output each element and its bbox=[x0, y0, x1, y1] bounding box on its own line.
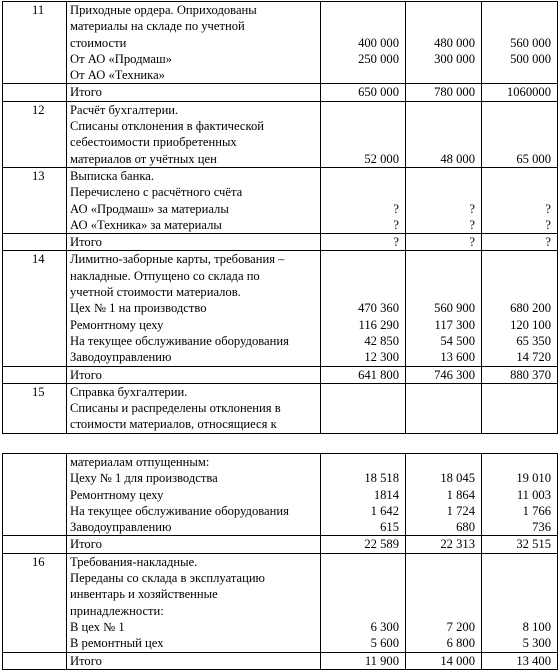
total-row bbox=[3, 536, 558, 553]
total-value: 641 800 bbox=[321, 366, 406, 383]
description-line: Требования-накладные. bbox=[70, 554, 198, 569]
amount-value: ? bbox=[469, 201, 475, 216]
operation-description bbox=[67, 101, 321, 167]
amount-value: 5 600 bbox=[370, 636, 399, 651]
amount-value: 48 000 bbox=[440, 151, 475, 166]
amount-value bbox=[485, 284, 551, 300]
total-value: ? bbox=[482, 234, 558, 251]
description-line: Заводоуправлению bbox=[70, 350, 172, 365]
amount-value bbox=[485, 554, 551, 570]
amount-column-3 bbox=[482, 2, 558, 84]
amount-value bbox=[324, 384, 399, 400]
amount-value: 680 200 bbox=[510, 301, 551, 316]
amount-value: 117 300 bbox=[434, 317, 475, 332]
amount-value bbox=[485, 251, 551, 267]
amount-value bbox=[324, 134, 399, 150]
total-value: 32 515 bbox=[482, 536, 558, 553]
amount-value: ? bbox=[393, 217, 399, 232]
total-value: 13 400 bbox=[482, 652, 558, 669]
amount-value: 300 000 bbox=[434, 51, 475, 66]
amount-value: 18 045 bbox=[440, 471, 475, 486]
amount-value bbox=[324, 102, 399, 118]
amount-column-1 bbox=[321, 383, 406, 433]
operation-row bbox=[3, 2, 558, 84]
amount-column-2 bbox=[406, 553, 482, 652]
amount-value bbox=[485, 67, 551, 83]
description-line: Списаны отклонения в фактической bbox=[70, 119, 265, 134]
total-number-cell bbox=[3, 536, 67, 553]
amount-value bbox=[324, 184, 399, 200]
amount-value bbox=[409, 400, 475, 416]
amount-value bbox=[324, 67, 399, 83]
amount-value bbox=[409, 184, 475, 200]
description-line: себестоимости приобретенных bbox=[70, 135, 237, 150]
description-line: инвентарь и хозяйственные bbox=[70, 587, 218, 602]
amount-value: ? bbox=[469, 217, 475, 232]
amount-value bbox=[409, 134, 475, 150]
description-line: принадлежности: bbox=[70, 603, 164, 618]
amount-value bbox=[485, 570, 551, 586]
total-number-cell bbox=[3, 234, 67, 251]
amount-value bbox=[409, 251, 475, 267]
description-line: Лимитно-заборные карты, требования – bbox=[70, 252, 285, 267]
operation-description bbox=[67, 167, 321, 233]
description-line: Ремонтному цеху bbox=[70, 487, 164, 502]
total-row bbox=[3, 234, 558, 251]
amount-value bbox=[485, 184, 551, 200]
amount-value: 250 000 bbox=[358, 51, 399, 66]
amount-column-1 bbox=[321, 167, 406, 233]
amount-value: 19 010 bbox=[516, 471, 551, 486]
description-line: АО «Продмаш» за материалы bbox=[70, 201, 229, 216]
operation-description bbox=[67, 251, 321, 366]
description-line: стоимости материалов, относящиеся к bbox=[70, 417, 277, 432]
description-line: Выписка банка. bbox=[70, 168, 154, 183]
description-line: материалов от учётных цен bbox=[70, 151, 217, 166]
amount-column-1 bbox=[321, 2, 406, 84]
operation-number: 12 bbox=[3, 101, 67, 167]
description-line: Цех № 1 на производство bbox=[70, 301, 207, 316]
amount-value bbox=[485, 454, 551, 470]
operation-row bbox=[3, 167, 558, 233]
description-line: От АО «Техника» bbox=[70, 68, 165, 83]
amount-value bbox=[485, 168, 551, 184]
amount-value: 560 900 bbox=[434, 301, 475, 316]
amount-column-2 bbox=[406, 383, 482, 433]
amount-value: 7 200 bbox=[446, 619, 475, 634]
amount-value bbox=[409, 102, 475, 118]
amount-value bbox=[324, 268, 399, 284]
operation-description bbox=[67, 383, 321, 433]
amount-column-2 bbox=[406, 454, 482, 536]
amount-column-2 bbox=[406, 251, 482, 366]
description-line: В цех № 1 bbox=[70, 619, 125, 634]
amount-value: 1 766 bbox=[522, 503, 551, 518]
operation-number: 13 bbox=[3, 167, 67, 233]
description-line: материалам отпущенным: bbox=[70, 455, 210, 469]
operations-table bbox=[2, 453, 558, 670]
amount-value bbox=[409, 268, 475, 284]
description-line: Заводоуправлению bbox=[70, 520, 172, 535]
operations-table bbox=[2, 1, 558, 434]
amount-value bbox=[324, 603, 399, 619]
amount-column-2 bbox=[406, 167, 482, 233]
total-value: 22 589 bbox=[321, 536, 406, 553]
amount-value: 116 290 bbox=[358, 317, 399, 332]
amount-value bbox=[485, 118, 551, 134]
amount-value bbox=[324, 284, 399, 300]
amount-column-1 bbox=[321, 251, 406, 366]
amount-value: 736 bbox=[532, 520, 551, 535]
amount-value bbox=[485, 2, 551, 18]
amount-value: 11 003 bbox=[516, 487, 551, 502]
amount-column-3 bbox=[482, 454, 558, 536]
amount-value: 18 518 bbox=[364, 471, 399, 486]
amount-value: 5 300 bbox=[522, 636, 551, 651]
total-label: Итого bbox=[67, 234, 321, 251]
description-line: Переданы со склада в эксплуатацию bbox=[70, 571, 265, 586]
amount-value: ? bbox=[545, 217, 551, 232]
amount-value: 54 500 bbox=[440, 333, 475, 348]
amount-value bbox=[324, 416, 399, 432]
amount-value bbox=[324, 118, 399, 134]
operation-number: 16 bbox=[3, 553, 67, 652]
amount-value: 13 600 bbox=[440, 350, 475, 365]
amount-value bbox=[485, 603, 551, 619]
amount-column-2 bbox=[406, 101, 482, 167]
total-value: 11 900 bbox=[321, 652, 406, 669]
amount-value bbox=[409, 18, 475, 34]
amount-value: ? bbox=[393, 201, 399, 216]
total-label: Итого bbox=[67, 536, 321, 553]
amount-value: 615 bbox=[380, 520, 399, 535]
description-line: На текущее обслуживание оборудования bbox=[70, 333, 289, 348]
total-row bbox=[3, 366, 558, 383]
amount-value bbox=[409, 586, 475, 602]
amount-column-1 bbox=[321, 101, 406, 167]
amount-value: 6 300 bbox=[370, 619, 399, 634]
amount-column-3 bbox=[482, 167, 558, 233]
amount-value bbox=[485, 102, 551, 118]
amount-value: 470 360 bbox=[358, 301, 399, 316]
operation-number: 15 bbox=[3, 383, 67, 433]
total-value: 14 000 bbox=[406, 652, 482, 669]
total-row bbox=[3, 652, 558, 669]
operation-row bbox=[3, 454, 558, 536]
amount-column-3 bbox=[482, 251, 558, 366]
amount-value: 65 350 bbox=[516, 333, 551, 348]
total-number-cell bbox=[3, 652, 67, 669]
total-value: 746 300 bbox=[406, 366, 482, 383]
total-value: 650 000 bbox=[321, 84, 406, 101]
amount-value bbox=[485, 268, 551, 284]
amount-value: 42 850 bbox=[364, 333, 399, 348]
total-label: Итого bbox=[67, 652, 321, 669]
total-value: ? bbox=[406, 234, 482, 251]
amount-value bbox=[324, 2, 399, 18]
amount-value bbox=[324, 18, 399, 34]
amount-value bbox=[409, 454, 475, 470]
operation-number bbox=[3, 454, 67, 536]
description-line: Справка бухгалтерии. bbox=[70, 384, 188, 399]
amount-value bbox=[324, 168, 399, 184]
amount-value bbox=[409, 570, 475, 586]
total-value: 780 000 bbox=[406, 84, 482, 101]
operation-row bbox=[3, 383, 558, 433]
description-line: Приходные ордера. Оприходованы bbox=[70, 3, 257, 17]
operation-description bbox=[67, 553, 321, 652]
amount-value bbox=[485, 134, 551, 150]
amount-value: 120 100 bbox=[510, 317, 551, 332]
amount-value: ? bbox=[545, 201, 551, 216]
total-value: 1060000 bbox=[482, 84, 558, 101]
amount-column-3 bbox=[482, 383, 558, 433]
amount-column-2 bbox=[406, 2, 482, 84]
amount-value: 1 642 bbox=[370, 503, 399, 518]
amount-value bbox=[324, 400, 399, 416]
amount-value bbox=[485, 416, 551, 432]
amount-value: 65 000 bbox=[516, 151, 551, 166]
amount-value bbox=[324, 454, 399, 470]
amount-value bbox=[409, 2, 475, 18]
ledger-table-upper bbox=[2, 1, 557, 434]
amount-column-3 bbox=[482, 101, 558, 167]
amount-value: 480 000 bbox=[434, 35, 475, 50]
amount-value bbox=[324, 554, 399, 570]
amount-value: 560 000 bbox=[510, 35, 551, 50]
total-number-cell bbox=[3, 366, 67, 383]
amount-value bbox=[409, 118, 475, 134]
description-line: На текущее обслуживание оборудования bbox=[70, 503, 289, 518]
description-line: стоимости bbox=[70, 35, 127, 50]
amount-value: 12 300 bbox=[364, 350, 399, 365]
amount-value bbox=[324, 586, 399, 602]
operation-row bbox=[3, 553, 558, 652]
amount-value bbox=[485, 18, 551, 34]
amount-value: 1 724 bbox=[446, 503, 475, 518]
amount-column-3 bbox=[482, 553, 558, 652]
amount-value: 1814 bbox=[373, 487, 399, 502]
amount-value bbox=[485, 586, 551, 602]
amount-value: 52 000 bbox=[364, 151, 399, 166]
amount-value: 6 800 bbox=[446, 636, 475, 651]
amount-value bbox=[409, 603, 475, 619]
amount-value bbox=[324, 570, 399, 586]
description-line: Цеху № 1 для производства bbox=[70, 471, 218, 486]
amount-value bbox=[409, 384, 475, 400]
operation-number: 14 bbox=[3, 251, 67, 366]
description-line: Перечислено с расчётного счёта bbox=[70, 185, 243, 200]
amount-value bbox=[409, 67, 475, 83]
total-value: ? bbox=[321, 234, 406, 251]
total-label: Итого bbox=[67, 84, 321, 101]
amount-column-1 bbox=[321, 553, 406, 652]
operation-row bbox=[3, 101, 558, 167]
description-line: Ремонтному цеху bbox=[70, 317, 164, 332]
amount-value bbox=[485, 384, 551, 400]
total-value: 22 313 bbox=[406, 536, 482, 553]
description-line: Списаны и распределены отклонения в bbox=[70, 401, 281, 416]
description-line: В ремонтный цех bbox=[70, 636, 164, 651]
total-value: 880 370 bbox=[482, 366, 558, 383]
ledger-table-lower bbox=[2, 453, 557, 670]
description-line: учетной стоимости материалов. bbox=[70, 285, 241, 300]
total-label: Итого bbox=[67, 366, 321, 383]
amount-value: 14 720 bbox=[516, 350, 551, 365]
amount-value: 8 100 bbox=[522, 619, 551, 634]
description-line: накладные. Отпущено со склада по bbox=[70, 268, 260, 283]
description-line: материалы на складе по учетной bbox=[70, 19, 245, 34]
amount-value bbox=[485, 400, 551, 416]
amount-value bbox=[409, 554, 475, 570]
total-number-cell bbox=[3, 84, 67, 101]
operation-description bbox=[67, 454, 321, 536]
amount-value bbox=[409, 416, 475, 432]
operation-description bbox=[67, 2, 321, 84]
amount-value bbox=[409, 168, 475, 184]
amount-value: 500 000 bbox=[510, 51, 551, 66]
description-line: Расчёт бухгалтерии. bbox=[70, 102, 179, 117]
amount-value: 400 000 bbox=[358, 35, 399, 50]
amount-value: 1 864 bbox=[446, 487, 475, 502]
amount-value: 680 bbox=[456, 520, 475, 535]
amount-value bbox=[409, 284, 475, 300]
description-line: От АО «Продмаш» bbox=[70, 51, 172, 66]
operation-number: 11 bbox=[3, 2, 67, 84]
amount-value bbox=[324, 251, 399, 267]
amount-column-1 bbox=[321, 454, 406, 536]
total-row bbox=[3, 84, 558, 101]
operation-row bbox=[3, 251, 558, 366]
description-line: АО «Техника» за материалы bbox=[70, 217, 222, 232]
